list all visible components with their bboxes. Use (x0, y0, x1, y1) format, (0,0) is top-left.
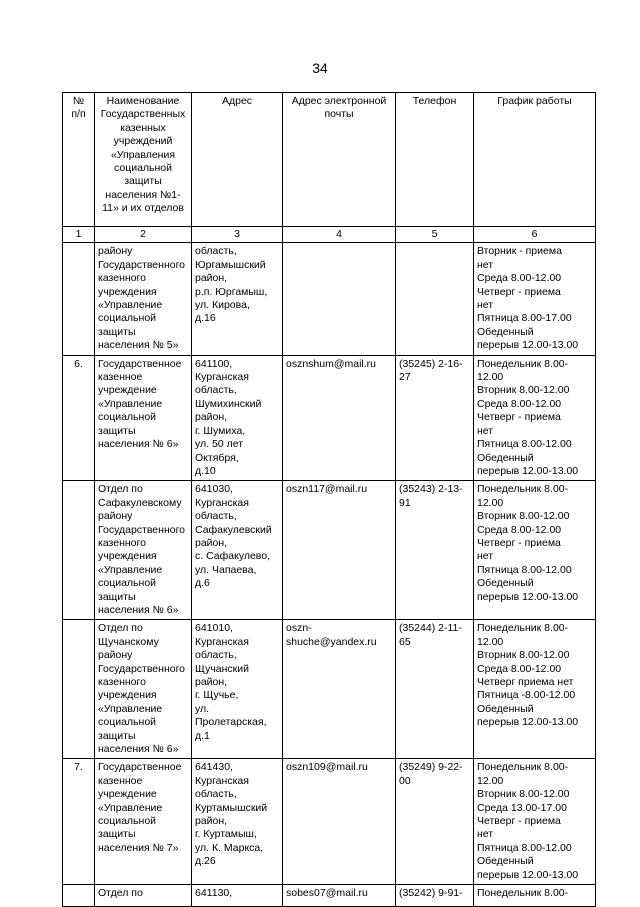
row-schedule: Понедельник 8.00- 12.00 Вторник 8.00-12.00 Среда 13.00-17.00 Четверг - приема нет Пятница 8.00-12.00 Обеденный перерыв 12.00-13.00 (474, 759, 596, 885)
header-num: № п/п (63, 93, 95, 227)
row-name: Государственное казенное учреждение «Управление социальной защиты населения № 7» (95, 759, 192, 885)
column-number: 2 (95, 227, 192, 243)
row-num (63, 481, 95, 620)
column-number: 1 (63, 227, 95, 243)
row-num (63, 620, 95, 759)
row-num (63, 885, 95, 907)
row-schedule: Вторник - приема нет Среда 8.00-12.00 Четверг - приема нет Пятница 8.00-17.00 Обеденный перерыв 12.00-13.00 (474, 243, 596, 355)
header-address: Адрес (192, 93, 283, 227)
row-address: 641100, Курганская область, Шумихинский район, г. Шумиха, ул. 50 лет Октября, д.10 (192, 355, 283, 481)
row-email (283, 243, 396, 355)
row-num: 7. (63, 759, 95, 885)
header-phone: Телефон (396, 93, 474, 227)
row-schedule: Понедельник 8.00- 12.00 Вторник 8.00-12.00 Среда 8.00-12.00 Четверг - приема нет Пятница 8.00-12.00 Обеденный перерыв 12.00-13.00 (474, 481, 596, 620)
row-name: району Государственного казенного учреждения «Управление социальной защиты населения № 5» (95, 243, 192, 355)
row-address: область, Юргамышский район, р.п. Юргамыш, ул. Кирова, д.16 (192, 243, 283, 355)
page-number: 34 (312, 60, 328, 76)
row-num (63, 243, 95, 355)
table-row (63, 243, 596, 355)
row-phone: (35245) 2-16- 27 (396, 355, 474, 481)
row-phone: (35249) 9-22- 00 (396, 759, 474, 885)
table-header-row (63, 93, 596, 227)
row-name: Отдел по Щучанскому району Государственного казенного учреждения «Управление социальной защиты населения № 6» (95, 620, 192, 759)
header-name: Наименование Государственных казенных учреждений «Управления социальной защиты населения №1- 11» и их отделов (95, 93, 192, 227)
row-address: 641130, (192, 885, 283, 907)
table-row (63, 885, 596, 907)
row-address: 641010, Курганская область, Щучанский район, г. Щучье, ул. Пролетарская, д.1 (192, 620, 283, 759)
row-phone (396, 243, 474, 355)
column-number-row (63, 227, 596, 243)
row-name: Государственное казенное учреждение «Управление социальной защиты населения № 6» (95, 355, 192, 481)
table-row (63, 355, 596, 481)
column-number: 6 (474, 227, 596, 243)
row-num: 6. (63, 355, 95, 481)
row-name: Отдел по Сафакулевскому району Государственного казенного учреждения «Управление социальной защиты населения № 6» (95, 481, 192, 620)
institutions-table (62, 92, 596, 907)
table-row (63, 620, 596, 759)
table-row (63, 759, 596, 885)
column-number: 5 (396, 227, 474, 243)
header-schedule: График работы (474, 93, 596, 227)
row-schedule: Понедельник 8.00- 12.00 Вторник 8.00-12.00 Среда 8.00-12.00 Четверг приема нет Пятница -8.00-12.00 Обеденный перерыв 12.00-13.00 (474, 620, 596, 759)
column-number: 3 (192, 227, 283, 243)
row-email: sobes07@mail.ru (283, 885, 396, 907)
row-phone: (35243) 2-13- 91 (396, 481, 474, 620)
column-number: 4 (283, 227, 396, 243)
row-name: Отдел по (95, 885, 192, 907)
row-phone: (35244) 2-11-65 (396, 620, 474, 759)
table-row (63, 481, 596, 620)
row-schedule: Понедельник 8.00- (474, 885, 596, 907)
header-email: Адрес электронной почты (283, 93, 396, 227)
row-email: oszn117@mail.ru (283, 481, 396, 620)
row-email: oszn- shuche@yandex.ru (283, 620, 396, 759)
row-email: oszn109@mail.ru (283, 759, 396, 885)
row-address: 641430, Курганская область, Куртамышский район, г. Куртамыш, ул. К. Маркса, д.26 (192, 759, 283, 885)
row-phone: (35242) 9-91- (396, 885, 474, 907)
row-address: 641030, Курганская область, Сафакулевский район, с. Сафакулево, ул. Чапаева, д.6 (192, 481, 283, 620)
row-email: osznshum@mail.ru (283, 355, 396, 481)
row-schedule: Понедельник 8.00- 12.00 Вторник 8.00-12.00 Среда 8.00-12.00 Четверг - приема нет Пятница 8.00-12.00 Обеденный перерыв 12.00-13.00 (474, 355, 596, 481)
